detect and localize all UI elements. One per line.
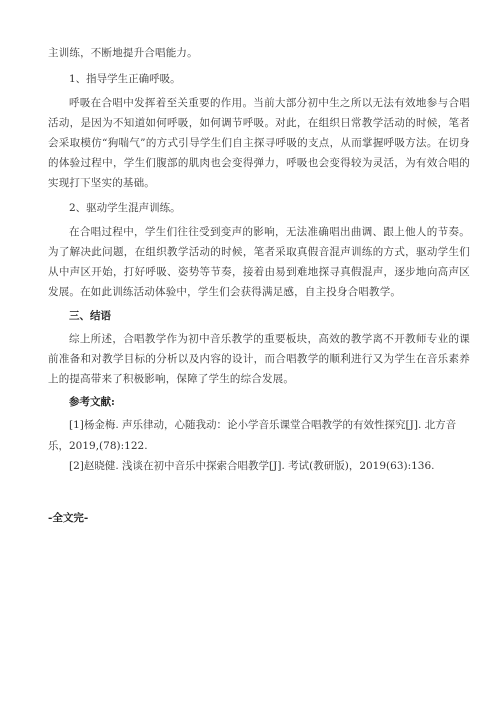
lead-paragraph: 主训练，不断地提升合唱能力。 bbox=[48, 47, 198, 59]
section2-paragraph: 在合唱过程中，学生们往往受到变声的影响，无法准确唱出曲调、跟上他人的节奏。为了解决此问题，在组织教学活动的时候，笔者采取真假音混声训练的方式，驱动学生们从中声区开始，打好呼吸、姿势等节奏，接着由易到难地探寻真假混声，逐步地向高声区发展。在如此训练活动体验中，学生们会获得满足感，自主投身合唱教学。 bbox=[48, 226, 470, 298]
section1-paragraph: 呼吸在合唱中发挥着至关重要的作用。当前大部分初中生之所以无法有效地参与合唱活动，是因为不知道如何呼吸，如何调节呼吸。对此，在组织日常教学活动的时候，笔者会采取模仿“狗喘气”的方式引导学生们自主探寻呼吸的支点，从而掌握呼吸方法。在切身的体验过程中，学生们腹部的肌肉也会变得弹力，呼吸也会变得较为灵活，为有效合唱的实现打下坚实的基础。 bbox=[48, 97, 470, 189]
conclusion-paragraph: 综上所述，合唱教学作为初中音乐教学的重要板块，高效的教学离不开教师专业的课前准备和对教学目标的分析以及内容的设计，而合唱教学的顺利进行又为学生在音乐素养上的提高带来了积极影响，保障了学生的综合发展。 bbox=[48, 333, 470, 385]
references-heading: 参考文献: bbox=[69, 396, 115, 408]
section2-heading: 2、驱动学生混声训练。 bbox=[69, 202, 181, 214]
reference-item-1: [1]杨金梅. 声乐律动，心随我动：论小学音乐课堂合唱教学的有效性探究[J]. 北方音乐，2019,(78):122. bbox=[48, 419, 457, 452]
conclusion-heading: 三、结语 bbox=[69, 310, 111, 322]
reference-item-2: [2]赵晓健. 浅谈在初中音乐中探索合唱教学[J]. 考试(教研版)，2019(63):136. bbox=[69, 460, 435, 472]
section1-heading: 1、指导学生正确呼吸。 bbox=[69, 73, 181, 85]
end-of-document-mark: -全文完- bbox=[48, 512, 89, 524]
